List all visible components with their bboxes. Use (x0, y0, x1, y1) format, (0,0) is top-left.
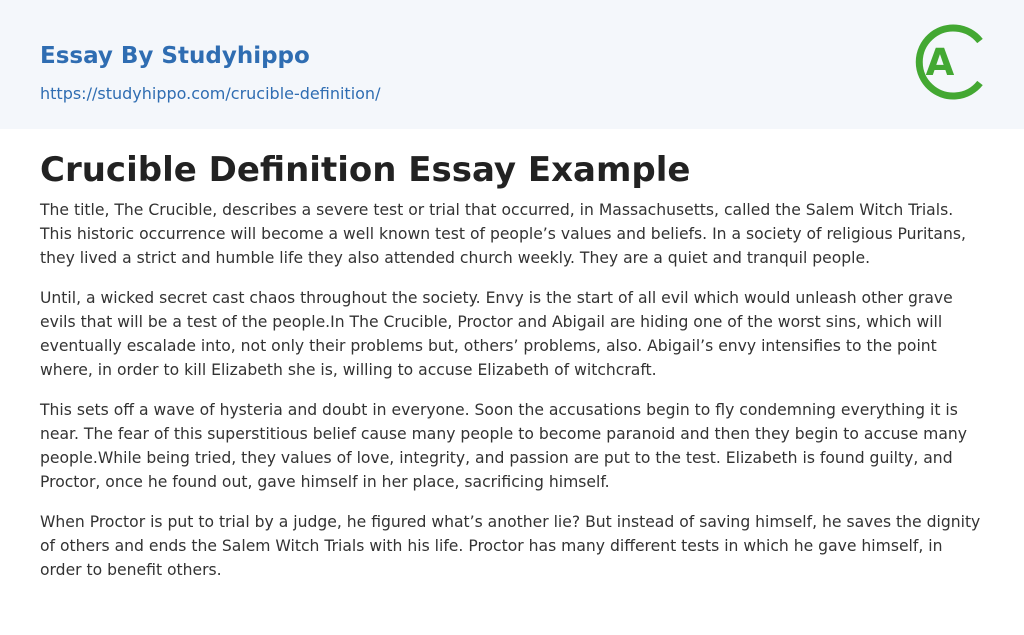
paragraph-3: This sets off a wave of hysteria and doubt in everyone. Soon the accusations begin to fly condemning everything it is near. The fear of this superstitious belief cause many people to become paranoid and then they begin to accuse many people.While being tried, they values of love, integrity, and passion are put to the test. Elizabeth is found guilty, and Proctor, once he found out, gave himself in her place, sacrificing himself. (40, 401, 968, 491)
article-title: Crucible Definition Essay Example (40, 150, 691, 190)
studyhippo-logo-icon[interactable] (910, 18, 988, 106)
page-url-link[interactable]: https://studyhippo.com/crucible-definition/ (40, 84, 381, 103)
logo-letter: A (925, 41, 955, 84)
site-header (0, 0, 1024, 129)
article (40, 140, 984, 598)
paragraph-2: Until, a wicked secret cast chaos throughout the society. Envy is the start of all evil which would unleash other grave evils that will be a test of the people.In The Crucible, Proctor and Abigail are hiding one of the worst sins, which will eventually escalade into, not only their problems but, others’ problems, also. Abigail’s envy intensifies to the point where, in order to kill Elizabeth she is, willing to accuse Elizabeth of witchcraft. (40, 289, 953, 379)
paragraph-4: When Proctor is put to trial by a judge, he figured what’s another lie? But instead of saving himself, he saves the dignity of others and ends the Salem Witch Trials with his life. Proctor has many different tests in which he gave himself, in order to benefit others. (40, 513, 981, 579)
site-brand[interactable]: Essay By Studyhippo (40, 43, 310, 69)
paragraph-1: The title, The Crucible, describes a severe test or trial that occurred, in Massachusetts, called the Salem Witch Trials. This historic occurrence will become a well known test of people’s values and beliefs. In a society of religious Puritans, they lived a strict and humble life they also attended church weekly. They are a quiet and tranquil people. (40, 201, 966, 267)
